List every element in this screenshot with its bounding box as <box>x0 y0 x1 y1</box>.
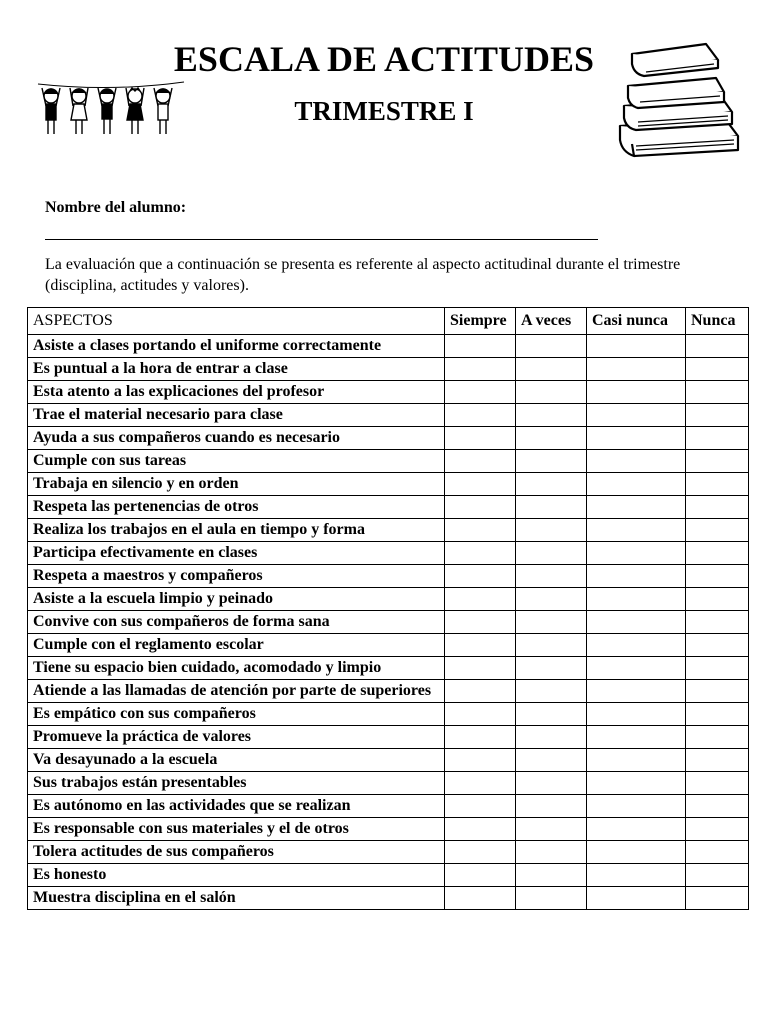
table-row <box>28 634 749 657</box>
rating-cell-nunca[interactable] <box>686 565 749 588</box>
header-a-veces: A veces <box>516 308 587 335</box>
rating-cell-a-veces[interactable] <box>516 473 587 496</box>
rating-cell-a-veces[interactable] <box>516 611 587 634</box>
rating-cell-a-veces[interactable] <box>516 496 587 519</box>
rating-cell-siempre[interactable] <box>445 519 516 542</box>
page-subtitle: TRIMESTRE I <box>294 96 474 126</box>
table-row <box>28 749 749 772</box>
rating-cell-a-veces[interactable] <box>516 542 587 565</box>
table-row <box>28 818 749 841</box>
rating-cell-casi-nunca[interactable] <box>587 519 686 542</box>
rating-cell-nunca[interactable] <box>686 749 749 772</box>
rating-cell-nunca[interactable] <box>686 703 749 726</box>
table-row <box>28 519 749 542</box>
rating-cell-nunca[interactable] <box>686 519 749 542</box>
aspect-label: Es empático con sus compañeros <box>28 703 445 726</box>
table-row <box>28 726 749 749</box>
rating-cell-a-veces[interactable] <box>516 749 587 772</box>
rating-cell-a-veces[interactable] <box>516 887 587 910</box>
aspect-label: Tolera actitudes de sus compañeros <box>28 841 445 864</box>
table-row <box>28 496 749 519</box>
table-row <box>28 565 749 588</box>
rating-cell-nunca[interactable] <box>686 404 749 427</box>
rating-cell-siempre[interactable] <box>445 588 516 611</box>
rating-cell-a-veces[interactable] <box>516 427 587 450</box>
page-title: ESCALA DE ACTITUDES <box>173 39 595 79</box>
table-row <box>28 864 749 887</box>
rating-cell-a-veces[interactable] <box>516 358 587 381</box>
table-row <box>28 680 749 703</box>
rating-cell-casi-nunca[interactable] <box>587 657 686 680</box>
rating-cell-casi-nunca[interactable] <box>587 818 686 841</box>
rating-cell-casi-nunca[interactable] <box>587 496 686 519</box>
rating-cell-siempre[interactable] <box>445 450 516 473</box>
rating-cell-siempre[interactable] <box>445 680 516 703</box>
rating-cell-siempre[interactable] <box>445 887 516 910</box>
rating-cell-a-veces[interactable] <box>516 772 587 795</box>
rating-cell-casi-nunca[interactable] <box>587 680 686 703</box>
table-row <box>28 841 749 864</box>
aspect-label: Esta atento a las explicaciones del profesor <box>28 381 445 404</box>
rating-cell-casi-nunca[interactable] <box>587 611 686 634</box>
rating-cell-siempre[interactable] <box>445 335 516 358</box>
rating-cell-siempre[interactable] <box>445 703 516 726</box>
rating-cell-a-veces[interactable] <box>516 657 587 680</box>
rating-cell-a-veces[interactable] <box>516 519 587 542</box>
rating-cell-casi-nunca[interactable] <box>587 335 686 358</box>
rating-cell-nunca[interactable] <box>686 473 749 496</box>
rating-cell-casi-nunca[interactable] <box>587 358 686 381</box>
rating-cell-a-veces[interactable] <box>516 634 587 657</box>
rating-cell-a-veces[interactable] <box>516 335 587 358</box>
rating-cell-siempre[interactable] <box>445 542 516 565</box>
aspect-label: Trae el material necesario para clase <box>28 404 445 427</box>
rating-cell-siempre[interactable] <box>445 473 516 496</box>
table-row <box>28 358 749 381</box>
rating-cell-siempre[interactable] <box>445 657 516 680</box>
table-row <box>28 335 749 358</box>
aspect-label: Es puntual a la hora de entrar a clase <box>28 358 445 381</box>
header-casi-nunca: Casi nunca <box>587 308 686 335</box>
rating-cell-nunca[interactable] <box>686 450 749 473</box>
rating-cell-casi-nunca[interactable] <box>587 749 686 772</box>
rating-cell-nunca[interactable] <box>686 496 749 519</box>
student-name-field[interactable] <box>45 239 598 240</box>
rating-cell-nunca[interactable] <box>686 335 749 358</box>
rating-cell-nunca[interactable] <box>686 358 749 381</box>
aspect-label: Es autónomo en las actividades que se realizan <box>28 795 445 818</box>
table-row <box>28 473 749 496</box>
rating-cell-a-veces[interactable] <box>516 381 587 404</box>
aspect-label: Respeta las pertenencias de otros <box>28 496 445 519</box>
aspect-label: Sus trabajos están presentables <box>28 772 445 795</box>
table-row <box>28 450 749 473</box>
rating-cell-casi-nunca[interactable] <box>587 864 686 887</box>
rating-cell-nunca[interactable] <box>686 795 749 818</box>
aspect-label: Cumple con el reglamento escolar <box>28 634 445 657</box>
table-row <box>28 703 749 726</box>
rating-cell-nunca[interactable] <box>686 680 749 703</box>
rating-cell-a-veces[interactable] <box>516 404 587 427</box>
rating-cell-nunca[interactable] <box>686 381 749 404</box>
rating-cell-nunca[interactable] <box>686 657 749 680</box>
table-body <box>28 335 749 910</box>
rating-cell-casi-nunca[interactable] <box>587 772 686 795</box>
rating-cell-a-veces[interactable] <box>516 726 587 749</box>
rating-cell-siempre[interactable] <box>445 841 516 864</box>
rating-cell-casi-nunca[interactable] <box>587 381 686 404</box>
rating-cell-siempre[interactable] <box>445 864 516 887</box>
aspect-label: Trabaja en silencio y en orden <box>28 473 445 496</box>
table-row <box>28 657 749 680</box>
rating-cell-nunca[interactable] <box>686 588 749 611</box>
table-row <box>28 772 749 795</box>
rating-cell-nunca[interactable] <box>686 772 749 795</box>
children-icon <box>36 80 186 140</box>
rating-cell-siempre[interactable] <box>445 749 516 772</box>
rating-cell-casi-nunca[interactable] <box>587 542 686 565</box>
aspect-label: Es responsable con sus materiales y el de otros <box>28 818 445 841</box>
rating-cell-siempre[interactable] <box>445 611 516 634</box>
rating-cell-siempre[interactable] <box>445 565 516 588</box>
header-nunca: Nunca <box>686 308 749 335</box>
rating-cell-casi-nunca[interactable] <box>587 473 686 496</box>
rating-cell-a-veces[interactable] <box>516 818 587 841</box>
table-row <box>28 542 749 565</box>
rating-cell-nunca[interactable] <box>686 427 749 450</box>
aspect-label: Va desayunado a la escuela <box>28 749 445 772</box>
table-row <box>28 887 749 910</box>
rating-cell-a-veces[interactable] <box>516 450 587 473</box>
aspect-label: Asiste a clases portando el uniforme correctamente <box>28 335 445 358</box>
rating-cell-casi-nunca[interactable] <box>587 841 686 864</box>
rating-cell-a-veces[interactable] <box>516 565 587 588</box>
rating-cell-siempre[interactable] <box>445 381 516 404</box>
books-icon <box>614 40 744 168</box>
rating-cell-siempre[interactable] <box>445 427 516 450</box>
rating-cell-a-veces[interactable] <box>516 703 587 726</box>
table-row <box>28 611 749 634</box>
aspect-label: Realiza los trabajos en el aula en tiempo y forma <box>28 519 445 542</box>
rating-cell-nunca[interactable] <box>686 818 749 841</box>
table-header-row <box>28 308 749 335</box>
aspect-label: Cumple con sus tareas <box>28 450 445 473</box>
aspect-label: Respeta a maestros y compañeros <box>28 565 445 588</box>
intro-text: La evaluación que a continuación se presenta es referente al aspecto actitudinal durante el trimestre (disciplina, actitudes y valores). <box>45 256 681 294</box>
rating-cell-nunca[interactable] <box>686 864 749 887</box>
aspect-label: Participa efectivamente en clases <box>28 542 445 565</box>
rating-cell-casi-nunca[interactable] <box>587 450 686 473</box>
attitude-scale-table <box>27 307 749 910</box>
rating-cell-casi-nunca[interactable] <box>587 565 686 588</box>
aspect-label: Asiste a la escuela limpio y peinado <box>28 588 445 611</box>
rating-cell-a-veces[interactable] <box>516 588 587 611</box>
rating-cell-siempre[interactable] <box>445 795 516 818</box>
rating-cell-a-veces[interactable] <box>516 795 587 818</box>
rating-cell-casi-nunca[interactable] <box>587 427 686 450</box>
rating-cell-siempre[interactable] <box>445 772 516 795</box>
rating-cell-nunca[interactable] <box>686 841 749 864</box>
header-aspects: ASPECTOS <box>28 308 445 335</box>
aspect-label: Tiene su espacio bien cuidado, acomodado y limpio <box>28 657 445 680</box>
aspect-label: Convive con sus compañeros de forma sana <box>28 611 445 634</box>
rating-cell-siempre[interactable] <box>445 818 516 841</box>
rating-cell-siempre[interactable] <box>445 726 516 749</box>
header-siempre: Siempre <box>445 308 516 335</box>
rating-cell-casi-nunca[interactable] <box>587 703 686 726</box>
rating-cell-nunca[interactable] <box>686 611 749 634</box>
rating-cell-a-veces[interactable] <box>516 841 587 864</box>
table-row <box>28 588 749 611</box>
rating-cell-casi-nunca[interactable] <box>587 404 686 427</box>
table-row <box>28 404 749 427</box>
rating-cell-siempre[interactable] <box>445 404 516 427</box>
aspect-label: Atiende a las llamadas de atención por parte de superiores <box>28 680 445 703</box>
rating-cell-a-veces[interactable] <box>516 864 587 887</box>
rating-cell-casi-nunca[interactable] <box>587 795 686 818</box>
rating-cell-siempre[interactable] <box>445 358 516 381</box>
table-row <box>28 381 749 404</box>
aspect-label: Ayuda a sus compañeros cuando es necesario <box>28 427 445 450</box>
aspect-label: Es honesto <box>28 864 445 887</box>
aspect-label: Promueve la práctica de valores <box>28 726 445 749</box>
table-row <box>28 795 749 818</box>
rating-cell-nunca[interactable] <box>686 542 749 565</box>
rating-cell-casi-nunca[interactable] <box>587 726 686 749</box>
rating-cell-a-veces[interactable] <box>516 680 587 703</box>
rating-cell-nunca[interactable] <box>686 887 749 910</box>
student-name-label: Nombre del alumno: <box>45 199 187 216</box>
rating-cell-casi-nunca[interactable] <box>587 887 686 910</box>
table-row <box>28 427 749 450</box>
rating-cell-nunca[interactable] <box>686 726 749 749</box>
rating-cell-siempre[interactable] <box>445 634 516 657</box>
rating-cell-siempre[interactable] <box>445 496 516 519</box>
rating-cell-nunca[interactable] <box>686 634 749 657</box>
aspect-label: Muestra disciplina en el salón <box>28 887 445 910</box>
rating-cell-casi-nunca[interactable] <box>587 634 686 657</box>
rating-cell-casi-nunca[interactable] <box>587 588 686 611</box>
